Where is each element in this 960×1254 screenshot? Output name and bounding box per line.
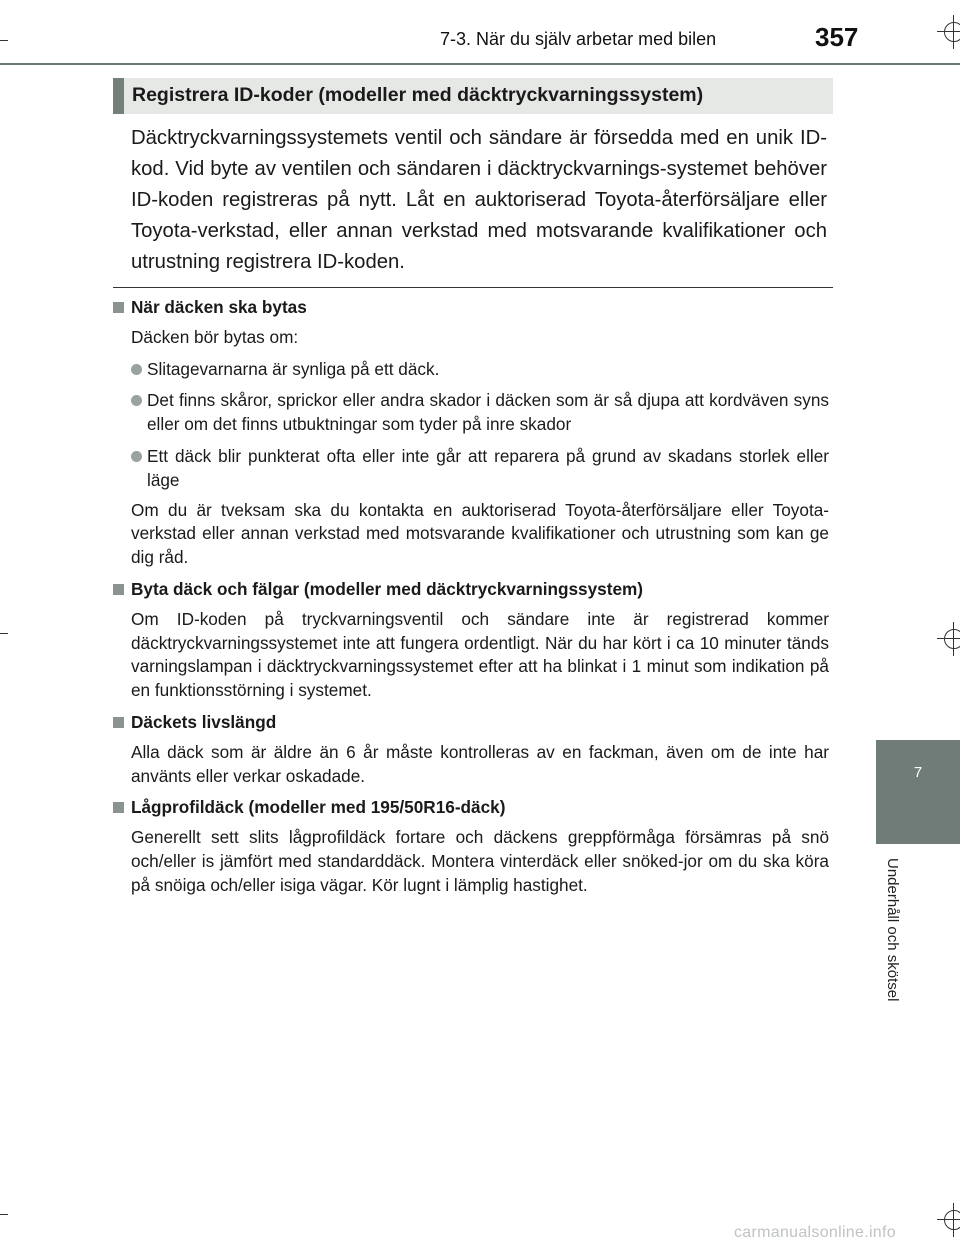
- content-area: [113, 296, 829, 898]
- section-low-profile-tires: [113, 796, 829, 897]
- header-rule: [0, 63, 960, 65]
- heading-accent-bar: [113, 78, 124, 114]
- circle-bullet-icon: [131, 451, 142, 462]
- watermark: carmanualsonline.info: [734, 1224, 896, 1241]
- sub-heading: [113, 296, 829, 320]
- paragraph: Generellt sett slits lågprofildäck fortare och däckens greppförmåga försämras på snö och/eller is jämfört med standarddäck. Montera vinterdäck eller snöked-jor om du ska köra på snöiga och/eller isiga vägar. Kör lugnt i lämplig hastighet.: [131, 827, 829, 895]
- list-item: [131, 389, 829, 437]
- circle-bullet-icon: [131, 395, 142, 406]
- list-item-text: Slitagevarnarna är synliga på ett däck.: [147, 358, 440, 379]
- crop-mark: [0, 633, 8, 634]
- section-tire-replacement: [113, 296, 829, 570]
- sub-heading-text: När däcken ska bytas: [131, 297, 307, 317]
- chapter-title: Underhåll och skötsel: [884, 858, 901, 1002]
- square-bullet-icon: [113, 717, 124, 728]
- square-bullet-icon: [113, 802, 124, 813]
- crop-mark: [0, 1214, 8, 1215]
- page-number: 357: [815, 22, 859, 52]
- paragraph: Om du är tveksam ska du kontakta en auktoriserad Toyota-återförsäljare eller Toyota-verkstad eller annan verkstad med motsvarande kvalifikationer och utrustning som kan ge dig råd.: [131, 499, 829, 568]
- chapter-number: 7: [913, 764, 923, 781]
- square-bullet-icon: [113, 584, 124, 595]
- list-item-text: Ett däck blir punkterat ofta eller inte går att reparera på grund av skadans storlek eller läge: [147, 445, 829, 490]
- sub-heading: [113, 796, 829, 820]
- registration-mark-icon: [944, 629, 960, 649]
- registration-mark-icon: [944, 22, 960, 42]
- chapter-title-vertical: [878, 858, 912, 1008]
- section-tires-and-rims: [113, 578, 829, 703]
- crop-mark: [0, 40, 8, 41]
- list-item: [131, 358, 829, 382]
- section-tire-lifespan: [113, 711, 829, 788]
- sub-heading: [113, 578, 829, 602]
- sub-heading-text: Däckets livslängd: [131, 711, 277, 732]
- sub-heading-text: Byta däck och fälgar (modeller med däcktryckvarningssystem): [131, 578, 644, 599]
- paragraph: Alla däck som är äldre än 6 år måste kontrolleras av en fackman, även om de inte har använts eller verkar oskadade.: [131, 741, 829, 786]
- paragraph: Däcken bör bytas om:: [131, 326, 299, 347]
- paragraph: Om ID-koden på tryckvarningsventil och sändare inte är registrerad kommer däcktryckvarningssystemet inte att fungera ordentligt. När du har kört i ca 10 minuter tänds varningslampan i däcktryckvarningssystemet efter att ha blinkat i 1 minut som indikation på en funktionsstörning i systemet.: [131, 608, 829, 701]
- list-item-text: Det finns skåror, sprickor eller andra skador i däcken som är så djupa att kordväven syns eller om det finns utbuktningar som tyder på inre skador: [147, 390, 829, 435]
- sub-heading: [113, 711, 829, 735]
- registration-mark-icon: [944, 1210, 960, 1230]
- square-bullet-icon: [113, 302, 124, 313]
- header-section-title: 7-3. När du själv arbetar med bilen: [440, 29, 717, 49]
- circle-bullet-icon: [131, 364, 142, 375]
- intro-paragraph: Däcktryckvarningssystemets ventil och sändare är försedda med en unik ID-kod. Vid byte av ventilen och sändaren i däcktryckvarnings-systemet behöver ID-koden registreras på nytt. Låt en auktoriserad Toyota-återförsäljare eller Toyota-verkstad, eller annan verkstad med motsvarande kvalifikationer och utrustning registrera ID-koden.: [131, 127, 827, 273]
- sub-heading-text: Lågprofildäck (modeller med 195/50R16-däck): [131, 797, 506, 818]
- main-heading-box: [113, 78, 833, 114]
- list-item: [131, 445, 829, 493]
- chapter-tab: [876, 740, 960, 844]
- main-heading: Registrera ID-koder (modeller med däcktryckvarningssystem): [132, 84, 704, 106]
- section-divider: [113, 287, 833, 288]
